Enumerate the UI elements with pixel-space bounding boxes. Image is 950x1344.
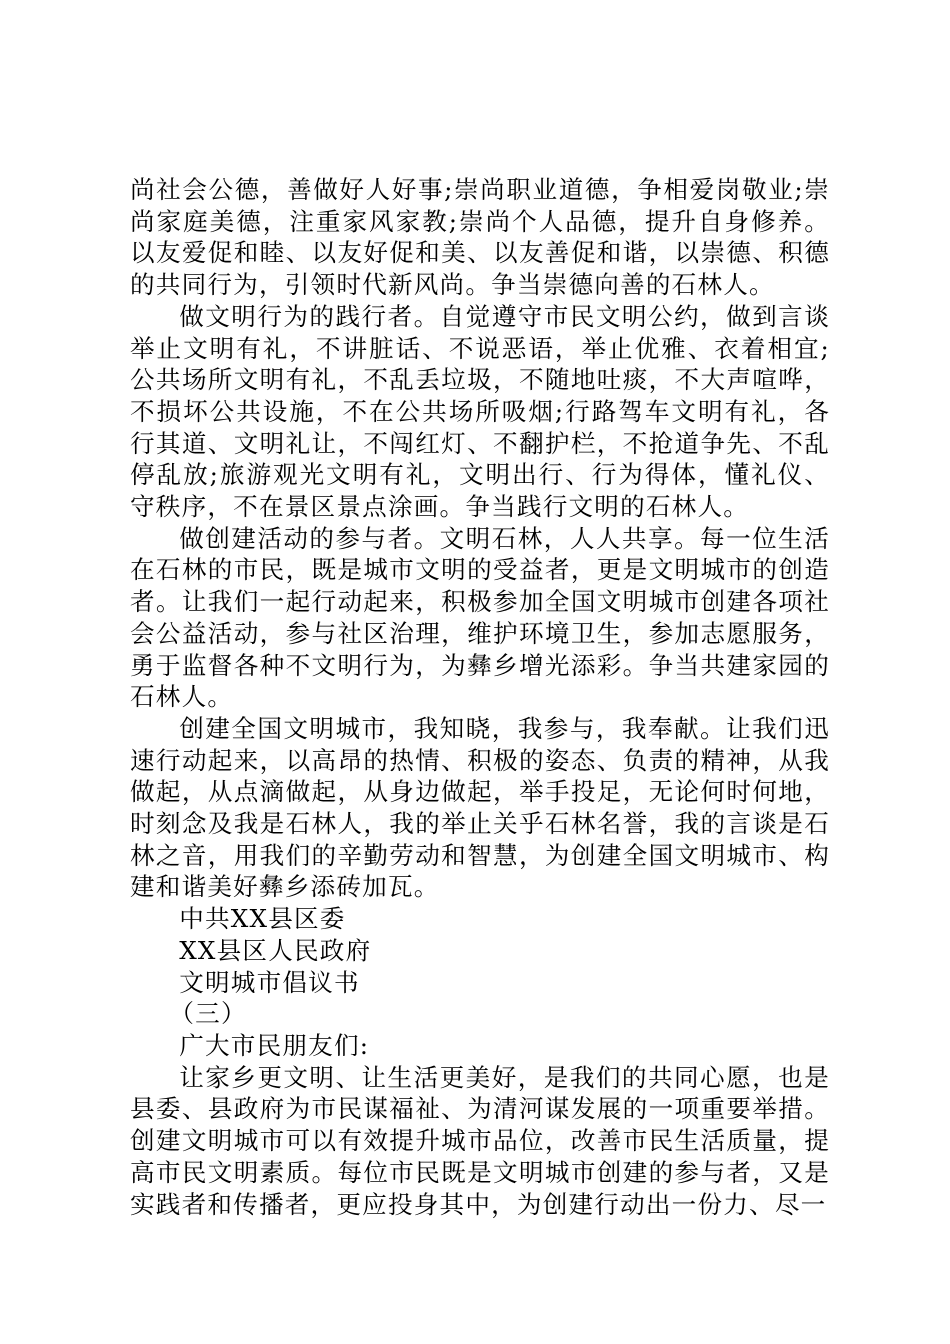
next-document-title: 文明城市倡议书	[179, 967, 360, 997]
signature-org-party-committee: 中共XX县区委	[179, 904, 346, 934]
paragraph-continued: 尚社会公德，善做好人好事;崇尚职业道德，争相爱岗敬业;崇尚家庭美德，注重家风家教;崇尚个人品德，提升自身修养。以友爱促和睦、以友好促和美、以友善促和谐，以崇德、积德的共同行为，引领时代新风尚。争当崇德向善的石林人。	[130, 175, 830, 300]
paragraph-call-to-action: 创建全国文明城市，我知晓，我参与，我奉献。让我们迅速行动起来，以高昂的热情、积极的姿态、负责的精神，从我做起，从点滴做起，从身边做起，举手投足，无论何时何地，时刻念及我是石林人，我的举止关乎石林名誉，我的言谈是石林之音，用我们的辛勤劳动和智慧，为创建全国文明城市、构建和谐美好彝乡添砖加瓦。	[130, 713, 830, 902]
section-number: （三）	[169, 999, 247, 1029]
paragraph-next-document: 让家乡更文明、让生活更美好，是我们的共同心愿，也是县委、县政府为市民谋福祉、为清河谋发展的一项重要举措。创建文明城市可以有效提升城市品位，改善市民生活质量，提高市民文明素质。每位市民既是文明城市创建的参与者，又是实践者和传播者，更应投身其中，为创建行动出一份力、尽一	[130, 1062, 830, 1219]
paragraph-participant: 做创建活动的参与者。文明石林，人人共享。每一位生活在石林的市民，既是城市文明的受益者，更是文明城市的创造者。让我们一起行动起来，积极参加全国文明城市创建各项社会公益活动，参与社区治理，维护环境卫生，参加志愿服务，勇于监督各种不文明行为，为彝乡增光添彩。争当共建家园的石林人。	[130, 523, 830, 712]
document-page	[130, 174, 830, 1220]
signature-org-government: XX县区人民政府	[179, 935, 372, 965]
paragraph-practitioner: 做文明行为的践行者。自觉遵守市民文明公约，做到言谈举止文明有礼，不讲脏话、不说恶语，举止优雅、衣着相宜;公共场所文明有礼，不乱丢垃圾，不随地吐痰，不大声喧哗，不损坏公共设施，不在公共场所吸烟;行路驾车文明有礼，各行其道、文明礼让，不闯红灯、不翻护栏，不抢道争先、不乱停乱放;旅游观光文明有礼，文明出行、行为得体，懂礼仪、守秩序，不在景区景点涂画。争当践行文明的石林人。	[130, 301, 830, 522]
salutation: 广大市民朋友们:	[179, 1030, 370, 1060]
